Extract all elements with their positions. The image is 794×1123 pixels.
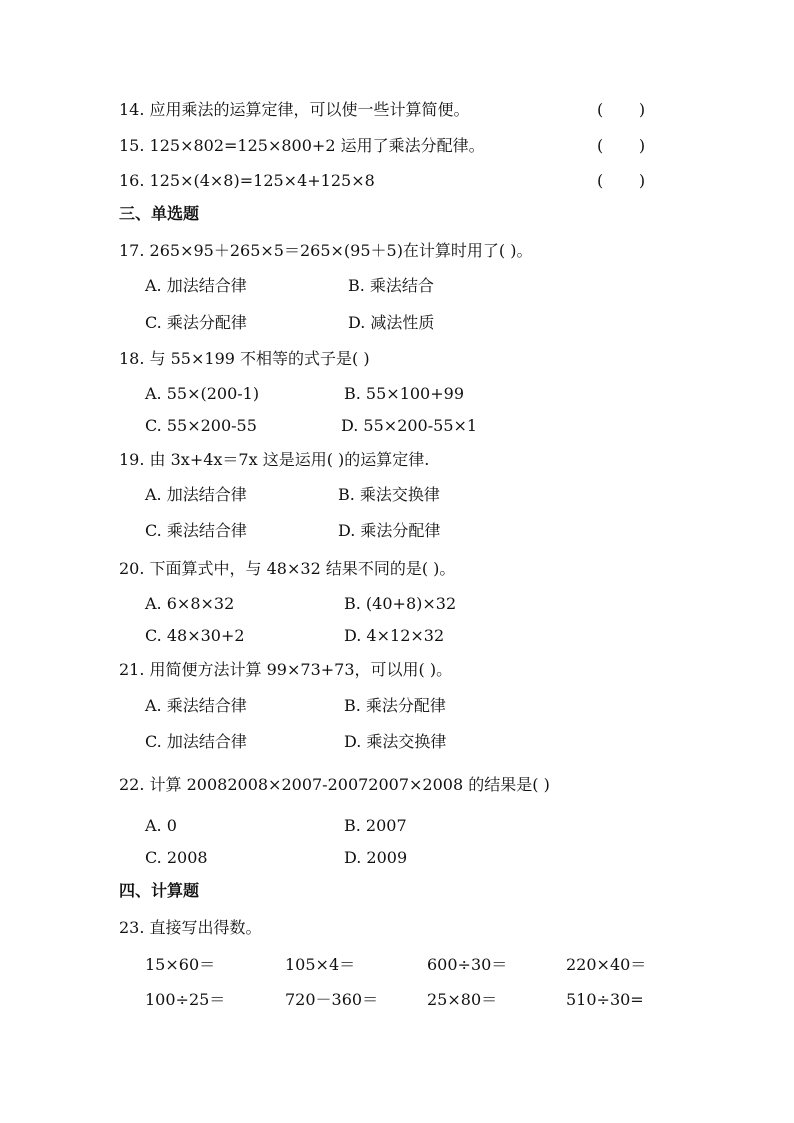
question-20: 20. 下面算式中，与 48×32 结果不同的是( )。 bbox=[119, 559, 456, 578]
question-21: 21. 用简便方法计算 99×73+73，可以用( )。 bbox=[119, 660, 453, 679]
q22-option-a[interactable]: A. 0 bbox=[145, 816, 177, 835]
question-14: 14. 应用乘法的运算定律，可以使一些计算简便。 bbox=[119, 100, 470, 119]
calc-item-6: 720－360＝ bbox=[285, 990, 379, 1009]
calc-item-5: 100÷25＝ bbox=[145, 990, 226, 1009]
q21-option-d[interactable]: D. 乘法交换律 bbox=[344, 732, 447, 751]
q22-option-b[interactable]: B. 2007 bbox=[344, 816, 407, 835]
q19-option-a[interactable]: A. 加法结合律 bbox=[145, 485, 247, 504]
q19-option-d[interactable]: D. 乘法分配律 bbox=[338, 521, 441, 540]
q22-option-d[interactable]: D. 2009 bbox=[344, 848, 408, 867]
question-17: 17. 265×95＋265×5＝265×(95＋5)在计算时用了( )。 bbox=[119, 241, 533, 260]
q20-option-d[interactable]: D. 4×12×32 bbox=[344, 626, 445, 645]
q21-option-a[interactable]: A. 乘法结合律 bbox=[145, 696, 247, 715]
calc-item-7: 25×80＝ bbox=[427, 990, 498, 1009]
calc-item-8: 510÷30= bbox=[566, 990, 644, 1009]
answer-blank-14[interactable]: ( ) bbox=[597, 100, 646, 119]
question-23: 23. 直接写出得数。 bbox=[119, 918, 262, 937]
q17-option-a[interactable]: A. 加法结合律 bbox=[145, 276, 247, 295]
calc-item-2: 105×4＝ bbox=[285, 955, 356, 974]
q21-option-c[interactable]: C. 加法结合律 bbox=[145, 732, 247, 751]
q19-option-c[interactable]: C. 乘法结合律 bbox=[145, 521, 247, 540]
calc-item-3: 600÷30＝ bbox=[427, 955, 508, 974]
question-22: 22. 计算 20082008×2007-20072007×2008 的结果是( ) bbox=[119, 775, 550, 794]
section-title-calculation: 四、计算题 bbox=[119, 881, 200, 900]
q20-option-a[interactable]: A. 6×8×32 bbox=[145, 594, 235, 613]
q18-option-a[interactable]: A. 55×(200-1) bbox=[145, 384, 260, 403]
q18-option-b[interactable]: B. 55×100+99 bbox=[344, 384, 464, 403]
q22-option-c[interactable]: C. 2008 bbox=[145, 848, 208, 867]
answer-blank-16[interactable]: ( ) bbox=[597, 171, 646, 190]
section-title-single-choice: 三、单选题 bbox=[119, 204, 200, 223]
calc-item-1: 15×60＝ bbox=[145, 955, 216, 974]
q18-option-d[interactable]: D. 55×200-55×1 bbox=[341, 416, 478, 435]
question-16: 16. 125×(4×8)=125×4+125×8 bbox=[119, 171, 375, 190]
q19-option-b[interactable]: B. 乘法交换律 bbox=[338, 485, 440, 504]
calc-item-4: 220×40＝ bbox=[566, 955, 647, 974]
q17-option-d[interactable]: D. 减法性质 bbox=[348, 313, 435, 332]
answer-blank-15[interactable]: ( ) bbox=[597, 136, 646, 155]
q17-option-b[interactable]: B. 乘法结合 bbox=[348, 276, 434, 295]
question-15: 15. 125×802=125×800+2 运用了乘法分配律。 bbox=[119, 136, 485, 155]
q18-option-c[interactable]: C. 55×200-55 bbox=[145, 416, 257, 435]
q20-option-b[interactable]: B. (40+8)×32 bbox=[344, 594, 457, 613]
question-19: 19. 由 3x+4x＝7x 这是运用( )的运算定律. bbox=[119, 450, 430, 469]
q17-option-c[interactable]: C. 乘法分配律 bbox=[145, 313, 247, 332]
question-18: 18. 与 55×199 不相等的式子是( ) bbox=[119, 349, 370, 368]
q20-option-c[interactable]: C. 48×30+2 bbox=[145, 626, 245, 645]
q21-option-b[interactable]: B. 乘法分配律 bbox=[344, 696, 446, 715]
